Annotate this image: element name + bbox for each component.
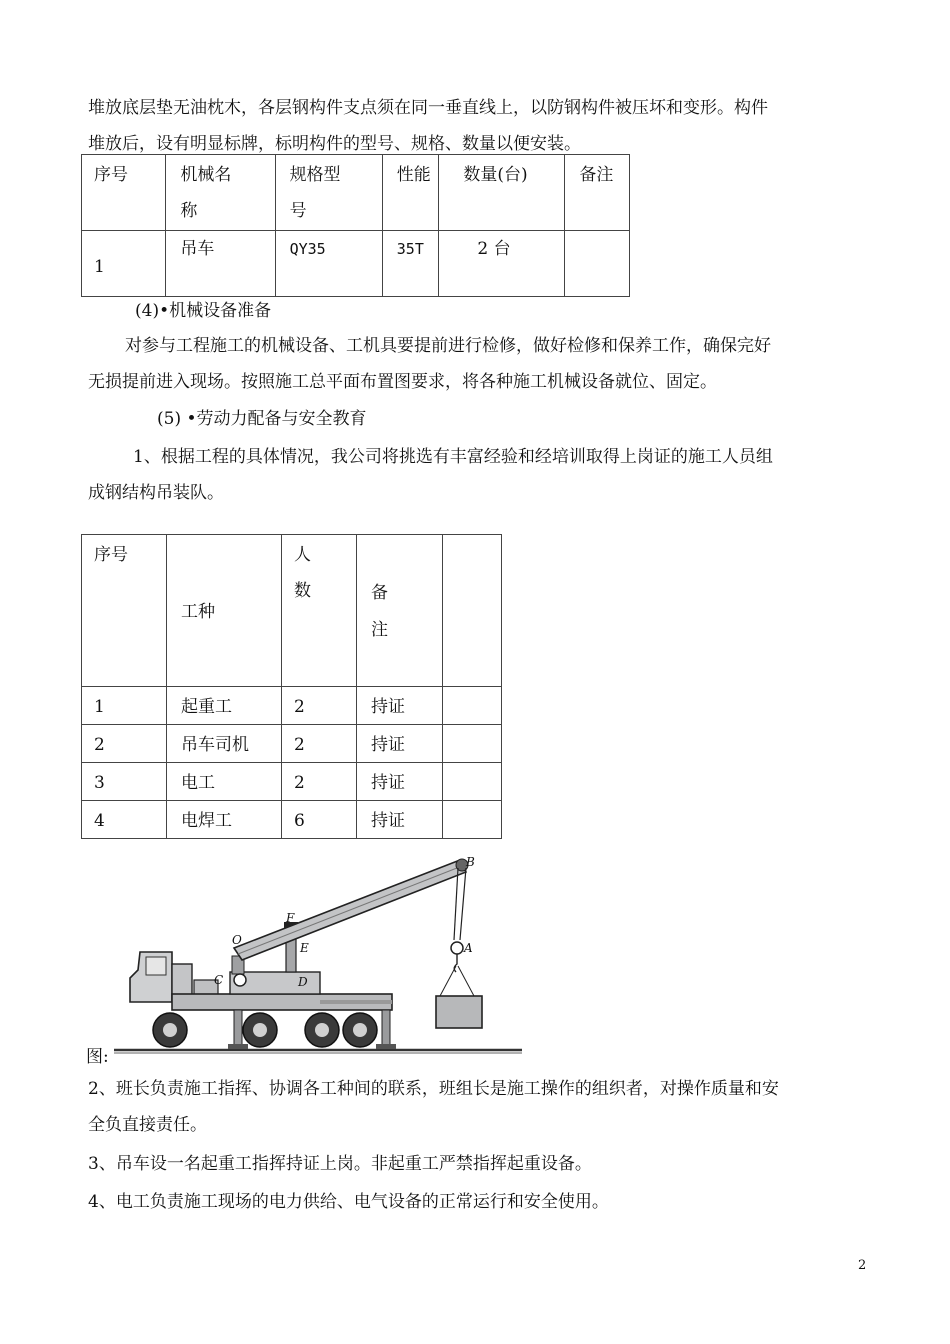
- equipment-table-header-row: [82, 155, 630, 231]
- header-name-text-1: 机械名: [180, 165, 232, 185]
- cell-perf-text: 35T: [396, 240, 424, 258]
- cell-trade-text: 起重工: [181, 697, 232, 717]
- labor-header-count-text-2: 数: [294, 581, 311, 601]
- header-cell-perf: [382, 155, 439, 231]
- label-b: B: [466, 855, 475, 869]
- cell-count-text: 2: [294, 773, 305, 793]
- cell-note: [357, 763, 443, 801]
- labor-header-note-text-1: 备: [371, 583, 388, 603]
- cell-note: [357, 687, 443, 725]
- label-e: E: [300, 941, 309, 955]
- header-cell-note: [565, 155, 630, 231]
- cell-count-text: 2: [294, 697, 305, 717]
- section-5-heading: (5) •劳动力配备与安全教育: [157, 409, 367, 429]
- table-row: [82, 763, 502, 801]
- cell-no-text: 1: [94, 697, 105, 717]
- cell-note-text: 持证: [371, 811, 405, 831]
- cell-note-text: 持证: [371, 735, 405, 755]
- header-qty-text: 数量(台): [463, 165, 528, 185]
- cell-trade: [167, 763, 282, 801]
- cell-count: [282, 801, 357, 839]
- labor-header-note-text-2: 注: [371, 620, 388, 640]
- cell-blank: [443, 801, 502, 839]
- section-4-line-2: 无损提前进入现场。按照施工总平面布置图要求，将各种施工机械设备就位、固定。: [88, 372, 717, 392]
- header-no-text: 序号: [94, 165, 128, 185]
- crane-illustration: [110, 852, 530, 1062]
- header-note-text: 备注: [579, 165, 614, 185]
- ground-line: [114, 1050, 522, 1053]
- item-2-line-2: 全负直接责任。: [88, 1115, 207, 1135]
- header-name-text-2: 称: [180, 201, 198, 221]
- label-o: O: [232, 933, 242, 947]
- cell-trade-text: 电焊工: [181, 811, 232, 831]
- cell-count-text: 6: [294, 811, 305, 831]
- header-spec-text-1: 规格型: [289, 165, 341, 185]
- item-3: 3、吊车设一名起重工指挥持证上岗。非起重工严禁指挥起重设备。: [88, 1154, 592, 1174]
- item-1-line-2: 成钢结构吊装队。: [88, 483, 224, 503]
- cell-count: [282, 725, 357, 763]
- figure-caption: 图:: [86, 1047, 109, 1067]
- cell-perf: [382, 231, 439, 297]
- header-perf-text: 性能: [396, 165, 431, 185]
- labor-header-cell-note: [357, 535, 443, 687]
- labor-header-count-text-1: 人: [294, 545, 311, 565]
- intro-line-2: 堆放后，设有明显标牌，标明构件的型号、规格、数量以便安装。: [88, 134, 581, 154]
- cell-no-text: 1: [94, 257, 105, 277]
- cell-note-text: 持证: [371, 773, 405, 793]
- cell-no: [82, 725, 167, 763]
- cell-spec-text: QY35: [289, 240, 326, 258]
- labor-header-cell-no: [82, 535, 167, 687]
- labor-table: [81, 534, 502, 839]
- table-row: [82, 801, 502, 839]
- cell-trade: [167, 687, 282, 725]
- cell-name: [166, 231, 275, 297]
- hook-cable: [440, 868, 474, 996]
- cell-count: [282, 687, 357, 725]
- labor-header-cell-count: [282, 535, 357, 687]
- cell-trade-text: 电工: [181, 773, 215, 793]
- intro-line-1: 堆放底层垫无油枕木，各层钢构件支点须在同一垂直线上，以防钢构件被压坏和变形。构件: [88, 98, 768, 118]
- labor-header-trade-text: 工种: [181, 602, 215, 622]
- load-block: [436, 996, 482, 1028]
- equipment-table: [81, 154, 630, 297]
- cell-note-text: 持证: [371, 697, 405, 717]
- page-number: 2: [858, 1258, 867, 1273]
- cell-trade: [167, 801, 282, 839]
- table-row: [82, 231, 630, 297]
- truck-wheels: [153, 1013, 377, 1047]
- cell-no: [82, 687, 167, 725]
- cell-no-text: 4: [94, 811, 105, 831]
- cell-blank: [443, 687, 502, 725]
- cell-no: [82, 763, 167, 801]
- header-cell-qty: [439, 155, 565, 231]
- cell-note: [565, 231, 630, 297]
- cell-blank: [443, 763, 502, 801]
- cell-trade-text: 吊车司机: [181, 735, 249, 755]
- label-f: F: [286, 911, 295, 925]
- header-cell-name: [166, 155, 275, 231]
- section-4-heading: (4)•机械设备准备: [135, 301, 272, 321]
- label-d: D: [298, 975, 308, 989]
- table-row: [82, 725, 502, 763]
- crane-boom: [234, 859, 468, 960]
- cell-count-text: 2: [294, 735, 305, 755]
- item-1-line-1: 1、根据工程的具体情况，我公司将挑选有丰富经验和经培训取得上岗证的施工人员组: [133, 447, 773, 467]
- cell-note: [357, 725, 443, 763]
- label-c: C: [214, 973, 224, 987]
- cell-qty-text: 2 台: [477, 239, 511, 259]
- cell-no: [82, 231, 166, 297]
- header-spec-text-2: 号: [289, 201, 307, 221]
- label-a: A: [464, 941, 473, 955]
- cell-note: [357, 801, 443, 839]
- labor-table-header-row: [82, 535, 502, 687]
- cell-no-text: 3: [94, 773, 105, 793]
- labor-header-cell-blank: [443, 535, 502, 687]
- cell-blank: [443, 725, 502, 763]
- cell-count: [282, 763, 357, 801]
- labor-header-cell-trade: [167, 535, 282, 687]
- item-4: 4、电工负责施工现场的电力供给、电气设备的正常运行和安全使用。: [88, 1192, 609, 1212]
- cell-no-text: 2: [94, 735, 105, 755]
- cell-name-text: 吊车: [180, 239, 215, 259]
- cell-no: [82, 801, 167, 839]
- section-4-line-1: 对参与工程施工的机械设备、工机具要提前进行检修，做好检修和保养工作，确保完好: [125, 336, 771, 356]
- item-2-line-1: 2、班长负责施工指挥、协调各工种间的联系，班组长是施工操作的组织者，对操作质量和安: [88, 1079, 779, 1099]
- table-row: [82, 687, 502, 725]
- labor-header-no-text: 序号: [94, 545, 128, 565]
- header-cell-no: [82, 155, 166, 231]
- cell-trade: [167, 725, 282, 763]
- cell-qty: [439, 231, 565, 297]
- cell-spec: [275, 231, 382, 297]
- header-cell-spec: [275, 155, 382, 231]
